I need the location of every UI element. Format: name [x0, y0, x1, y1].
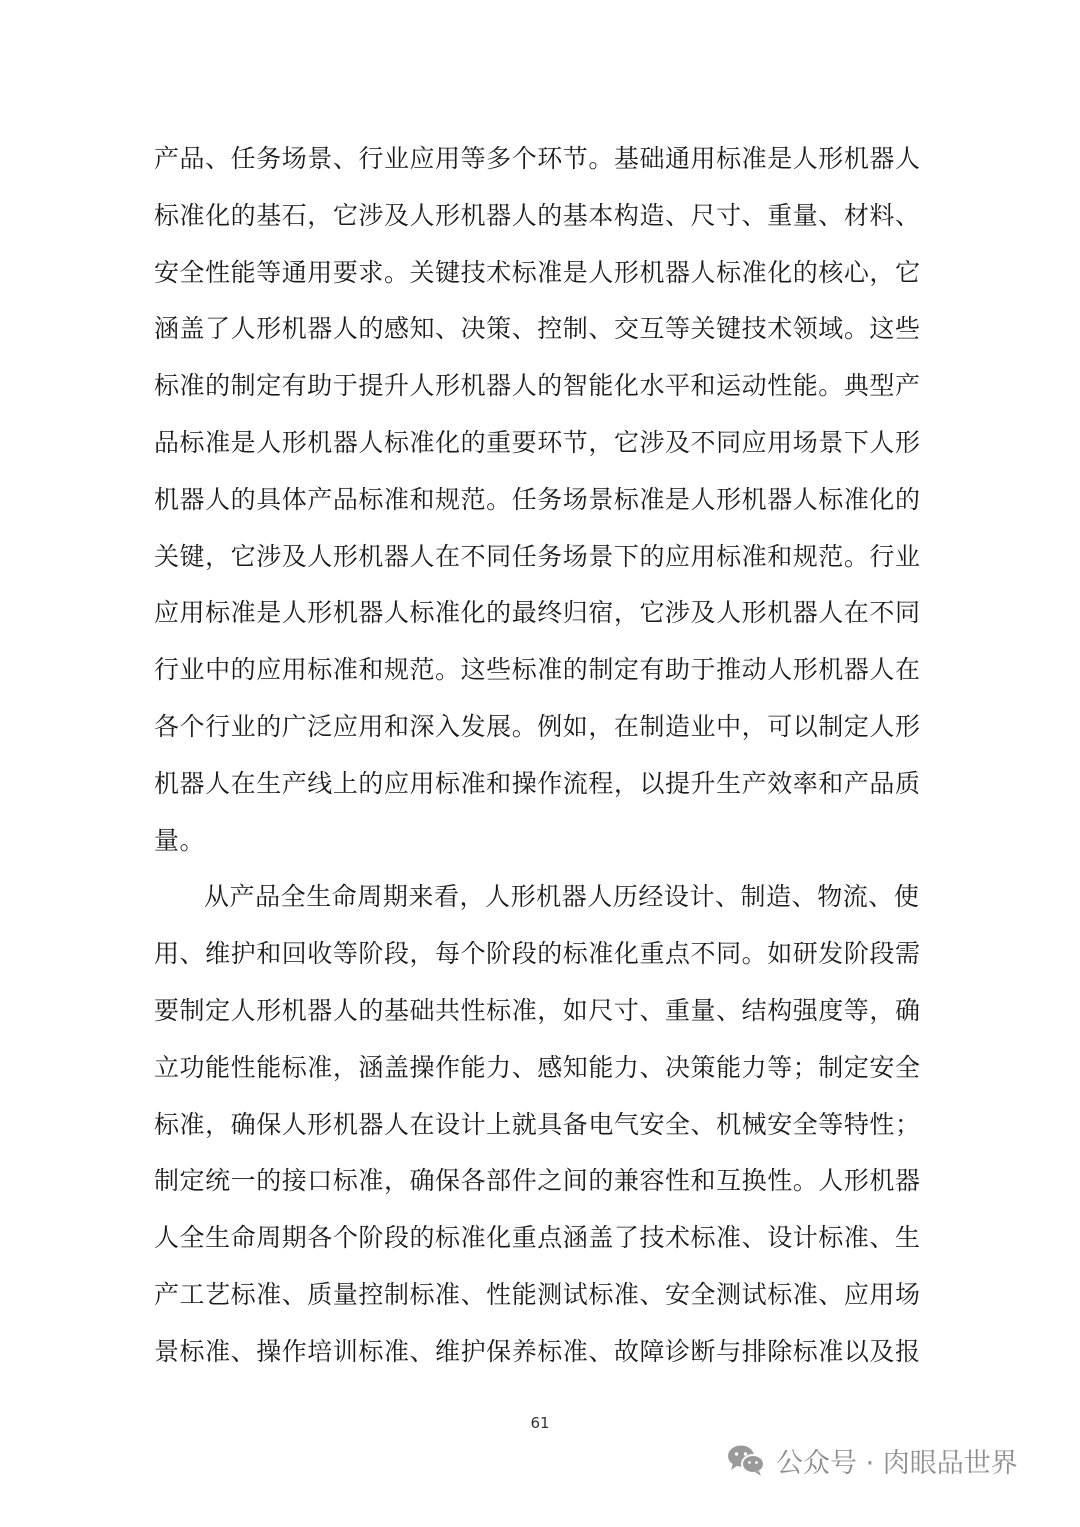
text-line: 产工艺标准、质量控制标准、性能测试标准、安全测试标准、应用场: [154, 1279, 921, 1309]
text-line: 各个行业的广泛应用和深入发展。例如，在制造业中，可以制定人形: [154, 711, 921, 741]
text-line: 机器人在生产线上的应用标准和操作流程，以提升生产效率和产品质: [154, 768, 921, 798]
text-line: 制定统一的接口标准，确保各部件之间的兼容性和互换性。人形机器: [154, 1166, 921, 1196]
text-line: 关键，它涉及人形机器人在不同任务场景下的应用标准和规范。行业: [154, 541, 921, 571]
text-line: 标准，确保人形机器人在设计上就具备电气安全、机械安全等特性；: [154, 1109, 921, 1139]
wechat-icon: [726, 1443, 766, 1477]
text-line: 立功能性能标准，涵盖操作能力、感知能力、决策能力等；制定安全: [154, 1052, 921, 1082]
text-line: 品标准是人形机器人标准化的重要环节，它涉及不同应用场景下人形: [154, 427, 921, 457]
text-line: 要制定人形机器人的基础共性标准，如尺寸、重量、结构强度等，确: [154, 995, 921, 1025]
text-line: 安全性能等通用要求。关键技术标准是人形机器人标准化的核心，它: [154, 257, 921, 287]
text-line: 人全生命周期各个阶段的标准化重点涵盖了技术标准、设计标准、生: [154, 1223, 921, 1253]
document-body: [154, 131, 926, 1381]
text-line: 产品、任务场景、行业应用等多个环节。基础通用标准是人形机器人: [154, 144, 921, 173]
text-line: 标准化的基石，它涉及人形机器人的基本构造、尺寸、重量、材料、: [154, 200, 921, 230]
text-line: 用、维护和回收等阶段，每个阶段的标准化重点不同。如研发阶段需: [154, 939, 921, 969]
page-number: 61: [530, 1414, 550, 1432]
text-line-indented: 从产品全生命周期来看，人形机器人历经设计、制造、物流、使: [204, 882, 920, 912]
text-line: 景标准、操作培训标准、维护保养标准、故障诊断与排除标准以及报: [154, 1336, 921, 1366]
watermark: [726, 1436, 1018, 1484]
text-line: 标准的制定有助于提升人形机器人的智能化水平和运动性能。典型产: [154, 371, 921, 401]
text-line: 机器人的具体产品标准和规范。任务场景标准是人形机器人标准化的: [154, 484, 921, 514]
text-line: 涵盖了人形机器人的感知、决策、控制、交互等关键技术领域。这些: [154, 314, 921, 344]
paragraph-1: [154, 131, 926, 869]
text-line: 量。: [154, 825, 206, 855]
text-line: 应用标准是人形机器人标准化的最终归宿，它涉及人形机器人在不同: [154, 598, 921, 628]
text-line: 行业中的应用标准和规范。这些标准的制定有助于推动人形机器人在: [154, 655, 921, 685]
paragraph-2: [154, 869, 926, 1380]
watermark-text: 公众号 · 肉眼品世界: [776, 1447, 1018, 1479]
